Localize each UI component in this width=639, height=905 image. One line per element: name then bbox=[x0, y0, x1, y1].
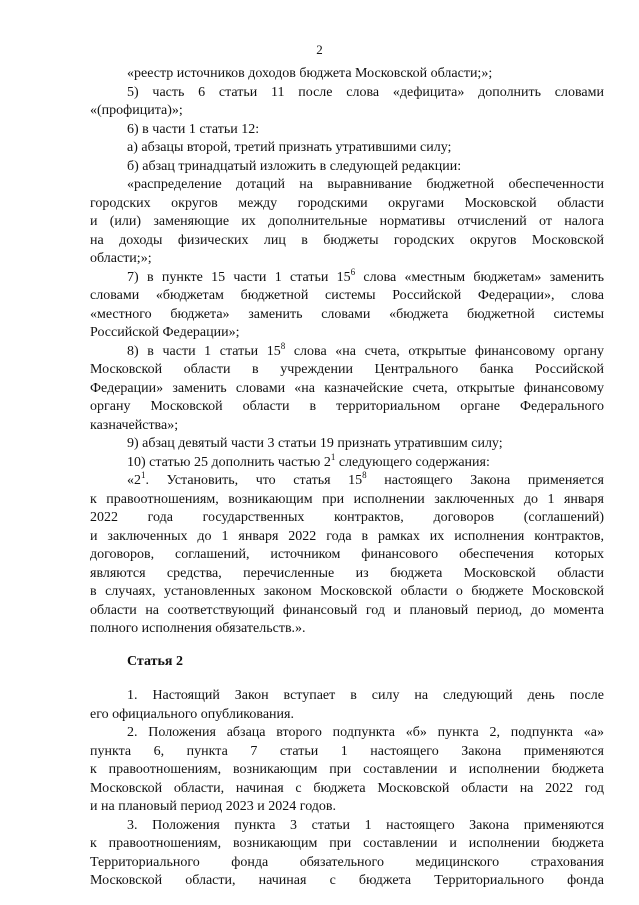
text-fragment: 10) статью 25 дополнить частью 2 bbox=[127, 454, 331, 470]
text-line: области;»; bbox=[90, 251, 152, 266]
superscript: 1 bbox=[141, 470, 146, 480]
text-fragment: 7) в пункте 15 части 1 статьи 15 bbox=[127, 269, 351, 285]
document-body bbox=[90, 65, 604, 891]
text-fragment: слова «на счета, открытые финансовому органу bbox=[285, 343, 605, 359]
text-line: его официального опубликования. bbox=[90, 706, 294, 722]
text-line: и (или) заменяющие их дополнительные нормативы отчислений от налога bbox=[90, 214, 604, 229]
text-line: Российской Федерации»; bbox=[90, 325, 240, 340]
text-line: б) абзац тринадцатый изложить в следующей редакции: bbox=[127, 158, 462, 174]
text-line: являются средства, перечисленные из бюджета Московской области bbox=[90, 565, 604, 581]
text-line: органу Московской области в территориальном органе Федерального bbox=[90, 399, 604, 414]
text-line: и заключенных до 1 января 2022 года в рамках их исполнения контрактов, bbox=[90, 528, 604, 544]
superscript: 8 bbox=[362, 470, 367, 480]
superscript: 1 bbox=[330, 451, 336, 462]
text-line: в случаях, установленных законом Московской области о бюджете Московской bbox=[90, 584, 604, 599]
text-line: полного исполнения обязательств.». bbox=[90, 621, 306, 636]
text-line: казначейства»; bbox=[90, 417, 179, 433]
text-line: словами «бюджетам бюджетной системы Российской Федерации», слова bbox=[90, 288, 604, 303]
text-line: 9) абзац девятый части 3 статьи 19 признать утратившим силу; bbox=[127, 436, 503, 451]
spacer bbox=[90, 639, 604, 653]
text-fragment: «2 bbox=[127, 473, 141, 488]
text-line: «местного бюджета» заменить словами «бюджета бюджетной системы bbox=[90, 306, 604, 322]
text-line: «реестр источников доходов бюджета Московской области;»; bbox=[127, 66, 493, 81]
text-line: 3. Положения пункта 3 статьи 1 настоящего Закона применяются bbox=[127, 817, 604, 833]
text-fragment: 8) в части 1 статьи 15 bbox=[127, 343, 281, 359]
text-line: пункта 6, пункта 7 статьи 1 настоящего Закона применяются bbox=[90, 743, 604, 759]
text-line bbox=[90, 451, 604, 473]
article-heading: Статья 2 bbox=[127, 653, 183, 669]
text-line: городских округов между городскими округами Московской области bbox=[90, 195, 604, 211]
text-line bbox=[90, 472, 604, 491]
text-line bbox=[90, 266, 604, 288]
text-line: «(профицита)»; bbox=[90, 103, 183, 118]
text-line: 2. Положения абзаца второго подпункта «б» пункта 2, подпункта «а» bbox=[127, 725, 604, 740]
text-line: к правоотношениям, возникающим при составлении и исполнении бюджета bbox=[90, 836, 604, 851]
text-line: 1. Настоящий Закон вступает в силу на следующий день после bbox=[127, 688, 604, 703]
text-line: Московской области, начиная с бюджета Московской области на 2022 год bbox=[90, 780, 604, 796]
superscript: 6 bbox=[350, 266, 356, 277]
text-fragment: следующего содержания: bbox=[335, 454, 490, 470]
text-fragment: . Установить, что статья 15 bbox=[145, 473, 363, 488]
text-line: Территориального фонда обязательного медицинского страхования bbox=[90, 854, 604, 870]
text-line: 5) часть 6 статьи 11 после слова «дефицита» дополнить словами bbox=[127, 84, 604, 100]
superscript: 8 bbox=[280, 340, 286, 351]
text-line: к правоотношениям, возникающим при составлении и исполнении бюджета bbox=[90, 762, 604, 777]
text-line: 2022 года государственных контрактов, договоров (соглашений) bbox=[90, 510, 604, 525]
text-fragment: слова «местным бюджетам» заменить bbox=[355, 269, 604, 285]
text-line: «распределение дотаций на выравнивание бюджетной обеспеченности bbox=[127, 177, 604, 192]
text-line: Московской области в учреждении Центрального банка Российской bbox=[90, 362, 604, 377]
text-line: области на соответствующий финансовый год и плановый период, до момента bbox=[90, 602, 604, 618]
text-line: на доходы физических лиц в бюджеты городских округов Московской bbox=[90, 232, 604, 248]
text-line: Московской области, начиная с бюджета Территориального фонда bbox=[90, 873, 604, 888]
text-fragment: настоящего Закона применяется bbox=[366, 473, 604, 488]
text-line: договоров, соглашений, источником финансового обеспечения которых bbox=[90, 547, 604, 562]
text-line: и на плановый период 2023 и 2024 годов. bbox=[90, 799, 337, 814]
text-line: 6) в части 1 статьи 12: bbox=[127, 121, 260, 137]
page-number: 2 bbox=[316, 42, 323, 57]
text-line bbox=[90, 340, 605, 362]
text-line: а) абзацы второй, третий признать утратившими силу; bbox=[127, 140, 452, 155]
text-line: Федерации» заменить словами «на казначейские счета, открытые финансовому bbox=[90, 380, 604, 396]
spacer bbox=[90, 671, 604, 687]
text-line: к правоотношениям, возникающим при исполнении заключенных до 1 января bbox=[90, 491, 604, 507]
